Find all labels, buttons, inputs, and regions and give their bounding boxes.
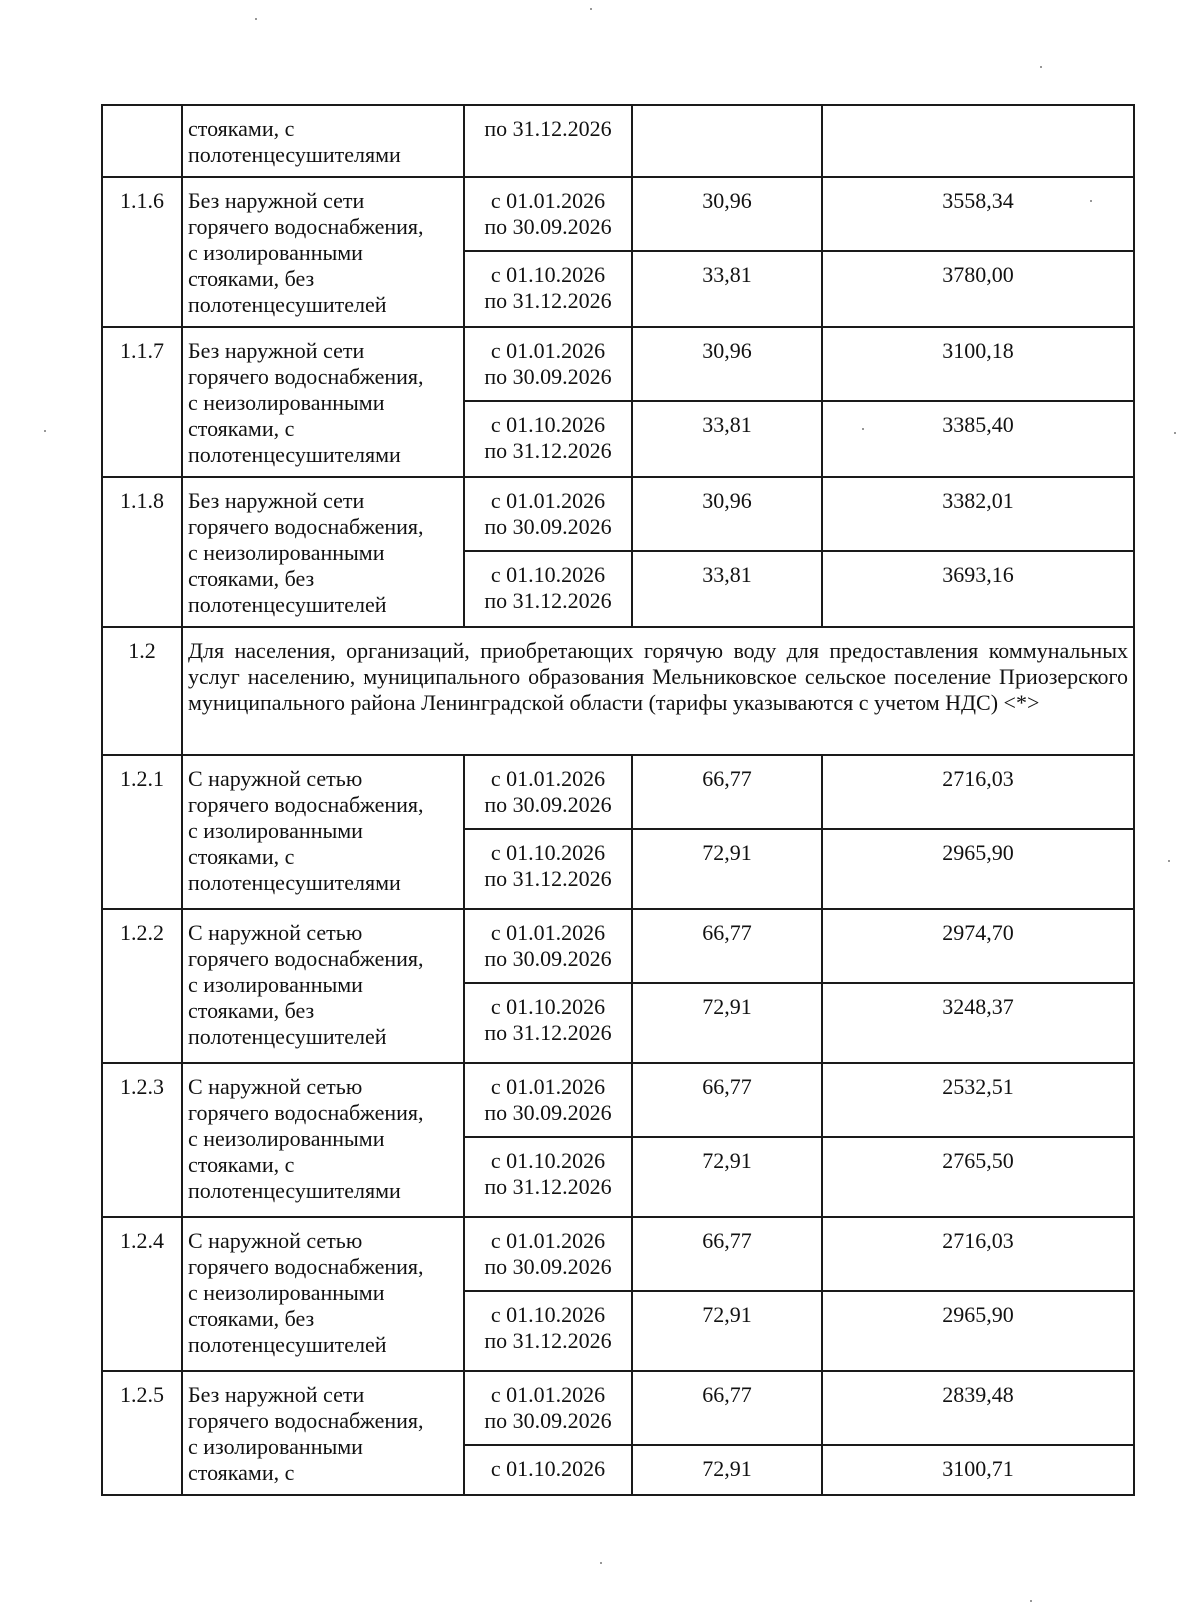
row-tariff: 3100,71 [822, 1445, 1134, 1495]
table-row [102, 1063, 1134, 1137]
row-description: С наружной сетью горячего водоснабжения, с неизолированными стояками, без полотенцесушителей [182, 1217, 464, 1371]
row-tariff: 2839,48 [822, 1371, 1134, 1445]
row-tariff: 3780,00 [822, 251, 1134, 327]
row-period: по 31.12.2026 [464, 105, 632, 177]
row-tariff: 2716,03 [822, 755, 1134, 829]
scan-speck [1174, 432, 1176, 434]
table-row [102, 177, 1134, 251]
row-rate: 66,77 [632, 1217, 822, 1291]
row-period: с 01.10.2026 по 31.12.2026 [464, 401, 632, 477]
row-period: с 01.10.2026 по 31.12.2026 [464, 1291, 632, 1371]
row-tariff: 2965,90 [822, 829, 1134, 909]
row-tariff: 2532,51 [822, 1063, 1134, 1137]
row-period: с 01.10.2026 по 31.12.2026 [464, 829, 632, 909]
row-tariff: 2974,70 [822, 909, 1134, 983]
row-rate: 30,96 [632, 477, 822, 551]
row-period: с 01.10.2026 [464, 1445, 632, 1495]
section-number: 1.2 [102, 627, 182, 755]
section-row [102, 627, 1134, 755]
row-tariff: 3100,18 [822, 327, 1134, 401]
scan-speck [590, 8, 592, 10]
row-rate: 72,91 [632, 829, 822, 909]
row-period: с 01.01.2026 по 30.09.2026 [464, 1063, 632, 1137]
row-description: С наружной сетью горячего водоснабжения, с неизолированными стояками, с полотенцесушителями [182, 1063, 464, 1217]
row-tariff: 2716,03 [822, 1217, 1134, 1291]
row-number: 1.2.5 [102, 1371, 182, 1495]
tariff-table [101, 104, 1135, 1496]
row-number: 1.1.6 [102, 177, 182, 327]
row-tariff: 2965,90 [822, 1291, 1134, 1371]
scan-speck [1030, 1600, 1032, 1602]
row-number: 1.2.4 [102, 1217, 182, 1371]
row-number: 1.2.1 [102, 755, 182, 909]
table-row [102, 1371, 1134, 1445]
row-rate: 66,77 [632, 1063, 822, 1137]
table-row [102, 755, 1134, 829]
row-period: с 01.01.2026 по 30.09.2026 [464, 327, 632, 401]
row-number: 1.1.8 [102, 477, 182, 627]
row-description: С наружной сетью горячего водоснабжения, с изолированными стояками, без полотенцесушителей [182, 909, 464, 1063]
row-period: с 01.01.2026 по 30.09.2026 [464, 477, 632, 551]
row-period: с 01.01.2026 по 30.09.2026 [464, 755, 632, 829]
row-rate: 33,81 [632, 251, 822, 327]
row-rate: 66,77 [632, 1371, 822, 1445]
scan-speck [1090, 200, 1092, 202]
row-period: с 01.01.2026 по 30.09.2026 [464, 909, 632, 983]
row-period: с 01.10.2026 по 31.12.2026 [464, 551, 632, 627]
row-period: с 01.10.2026 по 31.12.2026 [464, 1137, 632, 1217]
row-tariff: 3382,01 [822, 477, 1134, 551]
row-rate: 72,91 [632, 983, 822, 1063]
scan-speck [44, 430, 46, 432]
row-number: 1.1.7 [102, 327, 182, 477]
row-period: с 01.10.2026 по 31.12.2026 [464, 251, 632, 327]
row-period: с 01.01.2026 по 30.09.2026 [464, 1217, 632, 1291]
row-description: Без наружной сети горячего водоснабжения, с неизолированными стояками, без полотенцесушителей [182, 477, 464, 627]
row-rate: 33,81 [632, 401, 822, 477]
row-tariff: 3385,40 [822, 401, 1134, 477]
scan-speck [1040, 66, 1042, 68]
row-tariff: 3693,16 [822, 551, 1134, 627]
scan-speck [255, 18, 257, 20]
row-rate: 66,77 [632, 909, 822, 983]
row-period: с 01.01.2026 по 30.09.2026 [464, 177, 632, 251]
table-row [102, 1217, 1134, 1291]
row-description: Без наружной сети горячего водоснабжения, с изолированными стояками, без полотенцесушителей [182, 177, 464, 327]
row-period: с 01.01.2026 по 30.09.2026 [464, 1371, 632, 1445]
row-tariff: 2765,50 [822, 1137, 1134, 1217]
table-row [102, 327, 1134, 401]
table-row [102, 105, 1134, 177]
row-rate: 72,91 [632, 1445, 822, 1495]
scan-speck [1168, 860, 1170, 862]
row-description: С наружной сетью горячего водоснабжения, с изолированными стояками, с полотенцесушителями [182, 755, 464, 909]
row-description: Без наружной сети горячего водоснабжения, с неизолированными стояками, с полотенцесушителями [182, 327, 464, 477]
row-rate: 72,91 [632, 1137, 822, 1217]
row-description: стояками, с полотенцесушителями [182, 105, 464, 177]
row-tariff: 3558,34 [822, 177, 1134, 251]
scan-speck [600, 1562, 602, 1564]
row-rate: 72,91 [632, 1291, 822, 1371]
row-period: с 01.10.2026 по 31.12.2026 [464, 983, 632, 1063]
row-rate: 30,96 [632, 327, 822, 401]
row-tariff: 3248,37 [822, 983, 1134, 1063]
row-rate [632, 105, 822, 177]
row-number: 1.2.2 [102, 909, 182, 1063]
row-description: Без наружной сети горячего водоснабжения, с изолированными стояками, с [182, 1371, 464, 1495]
table-row [102, 477, 1134, 551]
row-rate: 33,81 [632, 551, 822, 627]
table-row [102, 909, 1134, 983]
scan-speck [862, 428, 864, 430]
row-tariff [822, 105, 1134, 177]
row-rate: 66,77 [632, 755, 822, 829]
row-rate: 30,96 [632, 177, 822, 251]
row-number [102, 105, 182, 177]
section-description: Для населения, организаций, приобретающих горячую воду для предоставления коммунальных услуг населению, муниципального образования Мельниковское сельское поселение Приозерского муниципального района Ленинградской области (тарифы указываются с учетом НДС) <*> [182, 627, 1134, 755]
row-number: 1.2.3 [102, 1063, 182, 1217]
